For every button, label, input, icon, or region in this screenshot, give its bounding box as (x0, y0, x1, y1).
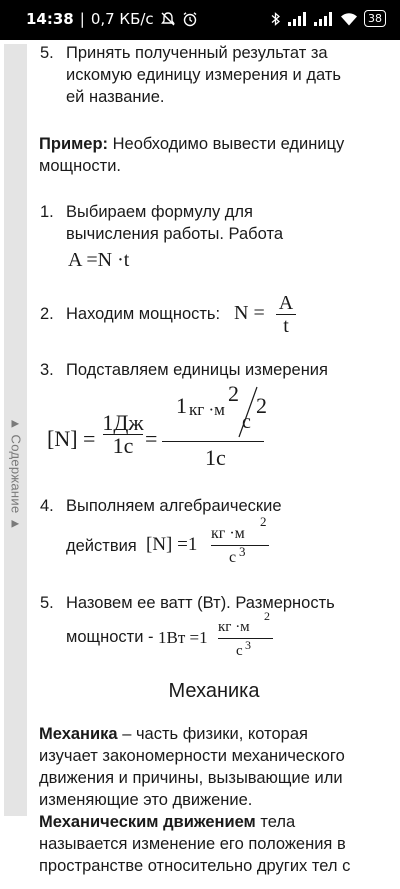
signal-icon (288, 12, 308, 26)
example-paragraph: Пример: Необходимо вывести единицу мощности. (39, 135, 345, 175)
list-item: 5. Назовем ее ватт (Вт). Размерность мощности - 1Вт =1 кг ·м 2 с 3 (40, 594, 335, 659)
section-title: Механика (168, 680, 260, 702)
formula-power: N = (234, 302, 265, 324)
list-item: 1. Выбираем формулу для вычисления работы. Работа A =N ·t (66, 201, 386, 271)
list-item: 2. Находим мощность: N = A t (66, 292, 386, 338)
status-bar: 14:38 | 0,7 КБ/с 38 (0, 0, 400, 40)
formula-work: A =N ·t (68, 249, 130, 271)
status-time: 14:38 (26, 10, 74, 28)
mute-icon (160, 11, 176, 27)
contents-side-tab[interactable] (4, 44, 27, 816)
formula-units: [N] = 1Дж 1с = 1 кг ·м 2 с 2 1с (47, 381, 267, 470)
mechanics-paragraph: Механика – часть физики, которая изучает закономерности механического движения и причины, вызывающие или изменяющие это движение. Механическим движением тела называется изменение его положения в пространстве относительно других тел с (39, 725, 351, 875)
alarm-icon (182, 11, 198, 27)
formula-watt: 1Вт =1 (158, 628, 208, 647)
list-item: 4. Выполняем алгебраические действия [N] =1 кг ·м 2 с 3 (40, 497, 282, 566)
list-item: 3. Подставляем единицы измерения [N] = 1Дж 1с = 1 кг ·м 2 с 2 1с (66, 359, 386, 479)
bluetooth-icon (270, 11, 282, 27)
network-speed: 0,7 КБ/с (90, 10, 154, 28)
formula-algebra: [N] =1 (146, 534, 198, 555)
wifi-icon (340, 12, 358, 26)
battery-icon: 38 (364, 10, 386, 27)
contents-tab-label: ▲ Содержание ▲ (8, 417, 23, 531)
signal-icon-2 (314, 12, 334, 26)
list-item: 5. Принять полученный результат за искомую единицу измерения и дать ей название. (40, 44, 341, 106)
